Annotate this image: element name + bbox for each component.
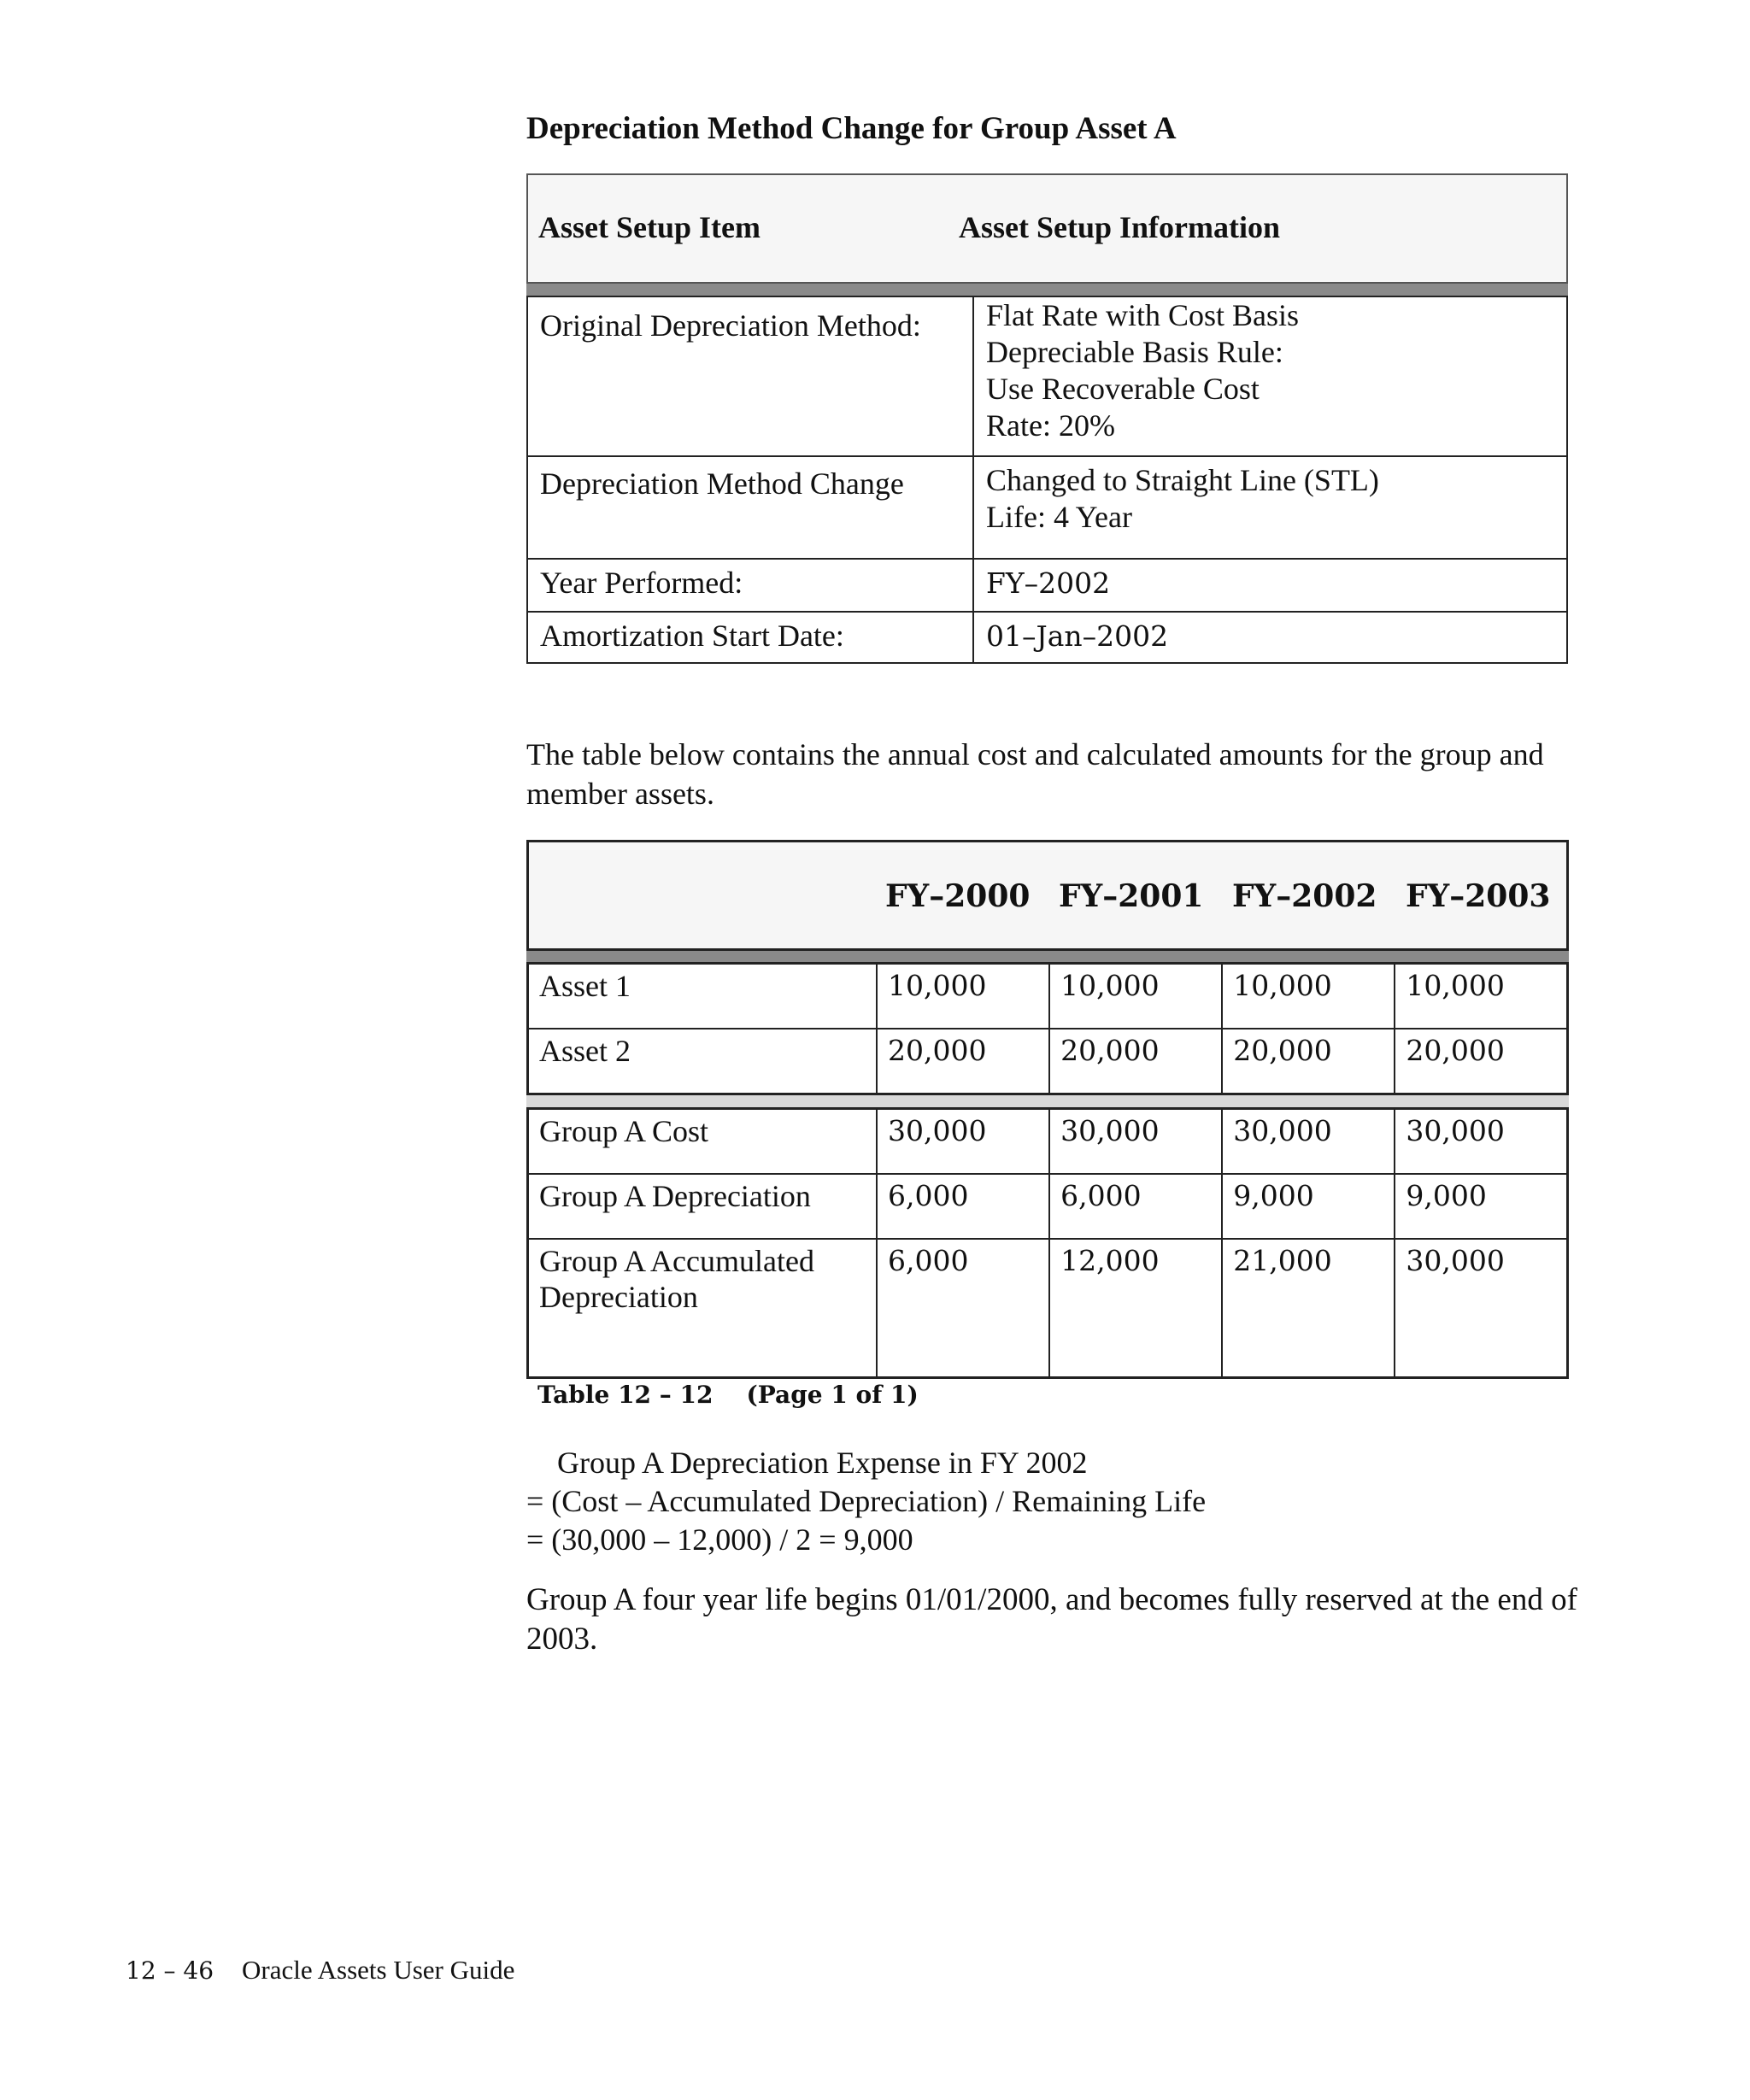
table-row xyxy=(528,964,1568,1029)
formula-line: = (Cost – Accumulated Depreciation) / Remaining Life xyxy=(526,1484,1207,1518)
setup-item-cell: Depreciation Method Change xyxy=(527,456,973,559)
formula-line: = (30,000 – 12,000) / 2 = 9,000 xyxy=(526,1522,913,1557)
setup-item-cell: Amortization Start Date: xyxy=(527,612,973,663)
asset-setup-table-body xyxy=(526,296,1568,664)
page-number: 12 – 46 xyxy=(126,1956,214,1985)
asset-setup-table xyxy=(526,173,1568,664)
header-fy-2000: FY–2000 xyxy=(885,878,1031,914)
row-label: Group A Depreciation xyxy=(528,1174,878,1239)
value-cell: 20,000 xyxy=(877,1029,1049,1094)
value-cell: 9,000 xyxy=(1222,1174,1395,1239)
value-cell: 20,000 xyxy=(1049,1029,1222,1094)
row-label: Asset 2 xyxy=(528,1029,878,1094)
table-row xyxy=(528,1029,1568,1094)
value-cell: 6,000 xyxy=(877,1174,1049,1239)
header-rule xyxy=(526,284,1568,296)
table-row xyxy=(528,1239,1568,1378)
header-fy-2002: FY–2002 xyxy=(1232,878,1377,914)
value-cell: 30,000 xyxy=(1222,1109,1395,1175)
member-assets-block xyxy=(526,962,1569,1095)
value-cell: 10,000 xyxy=(1395,964,1567,1029)
table-caption: Table 12 – 12 (Page 1 of 1) xyxy=(537,1381,919,1409)
table-row xyxy=(527,612,1567,663)
block-separator xyxy=(526,1095,1569,1107)
value-cell: 30,000 xyxy=(1395,1109,1567,1175)
value-cell: 10,000 xyxy=(1222,964,1395,1029)
value-cell: 30,000 xyxy=(877,1109,1049,1175)
intro-paragraph: The table below contains the annual cost and calculated amounts for the group and member assets. xyxy=(526,737,1544,811)
value-cell: 30,000 xyxy=(1049,1109,1222,1175)
header-asset-setup-item: Asset Setup Item xyxy=(538,210,760,244)
row-label: Group A Cost xyxy=(528,1109,878,1175)
setup-item-cell: Original Depreciation Method: xyxy=(527,296,973,456)
value-cell: 20,000 xyxy=(1222,1029,1395,1094)
asset-setup-table-header xyxy=(526,173,1568,284)
table-row xyxy=(527,296,1567,456)
value-cell: 20,000 xyxy=(1395,1029,1567,1094)
formula-line: Group A Depreciation Expense in FY 2002 xyxy=(557,1446,1088,1480)
value-cell: 6,000 xyxy=(877,1239,1049,1378)
value-cell: 9,000 xyxy=(1395,1174,1567,1239)
value-cell: 10,000 xyxy=(1049,964,1222,1029)
value-cell: 10,000 xyxy=(877,964,1049,1029)
guide-title: Oracle Assets User Guide xyxy=(242,1955,515,1985)
setup-info-cell: Changed to Straight Line (STL) Life: 4 Year xyxy=(973,456,1567,559)
closing-paragraph: Group A four year life begins 01/01/2000, and becomes fully reserved at the end of 2003. xyxy=(526,1582,1577,1657)
table-row xyxy=(528,1174,1568,1239)
section-title: Depreciation Method Change for Group Asset A xyxy=(526,111,1177,146)
annual-amounts-table xyxy=(526,840,1569,1379)
table-row xyxy=(527,456,1567,559)
value-cell: 21,000 xyxy=(1222,1239,1395,1378)
setup-info-cell: 01–Jan–2002 xyxy=(973,612,1567,663)
value-cell: 12,000 xyxy=(1049,1239,1222,1378)
group-totals-block xyxy=(526,1107,1569,1379)
value-cell: 30,000 xyxy=(1395,1239,1567,1378)
row-label: Group A Accumulated Depreciation xyxy=(528,1239,878,1378)
value-cell: 6,000 xyxy=(1049,1174,1222,1239)
page-footer xyxy=(126,1953,514,1988)
header-fy-2001: FY–2001 xyxy=(1059,878,1204,914)
setup-info-cell: Flat Rate with Cost Basis Depreciable Basis Rule: Use Recoverable Cost Rate: 20% xyxy=(973,296,1567,456)
setup-item-cell: Year Performed: xyxy=(527,559,973,612)
formula-block xyxy=(526,1444,1206,1559)
annual-amounts-table-header xyxy=(526,840,1569,951)
setup-info-cell: FY–2002 xyxy=(973,559,1567,612)
header-fy-2003: FY–2003 xyxy=(1406,878,1551,914)
row-label: Asset 1 xyxy=(528,964,878,1029)
header-rule xyxy=(526,951,1569,962)
header-asset-setup-information: Asset Setup Information xyxy=(959,210,1281,244)
table-row xyxy=(527,559,1567,612)
table-row xyxy=(528,1109,1568,1175)
